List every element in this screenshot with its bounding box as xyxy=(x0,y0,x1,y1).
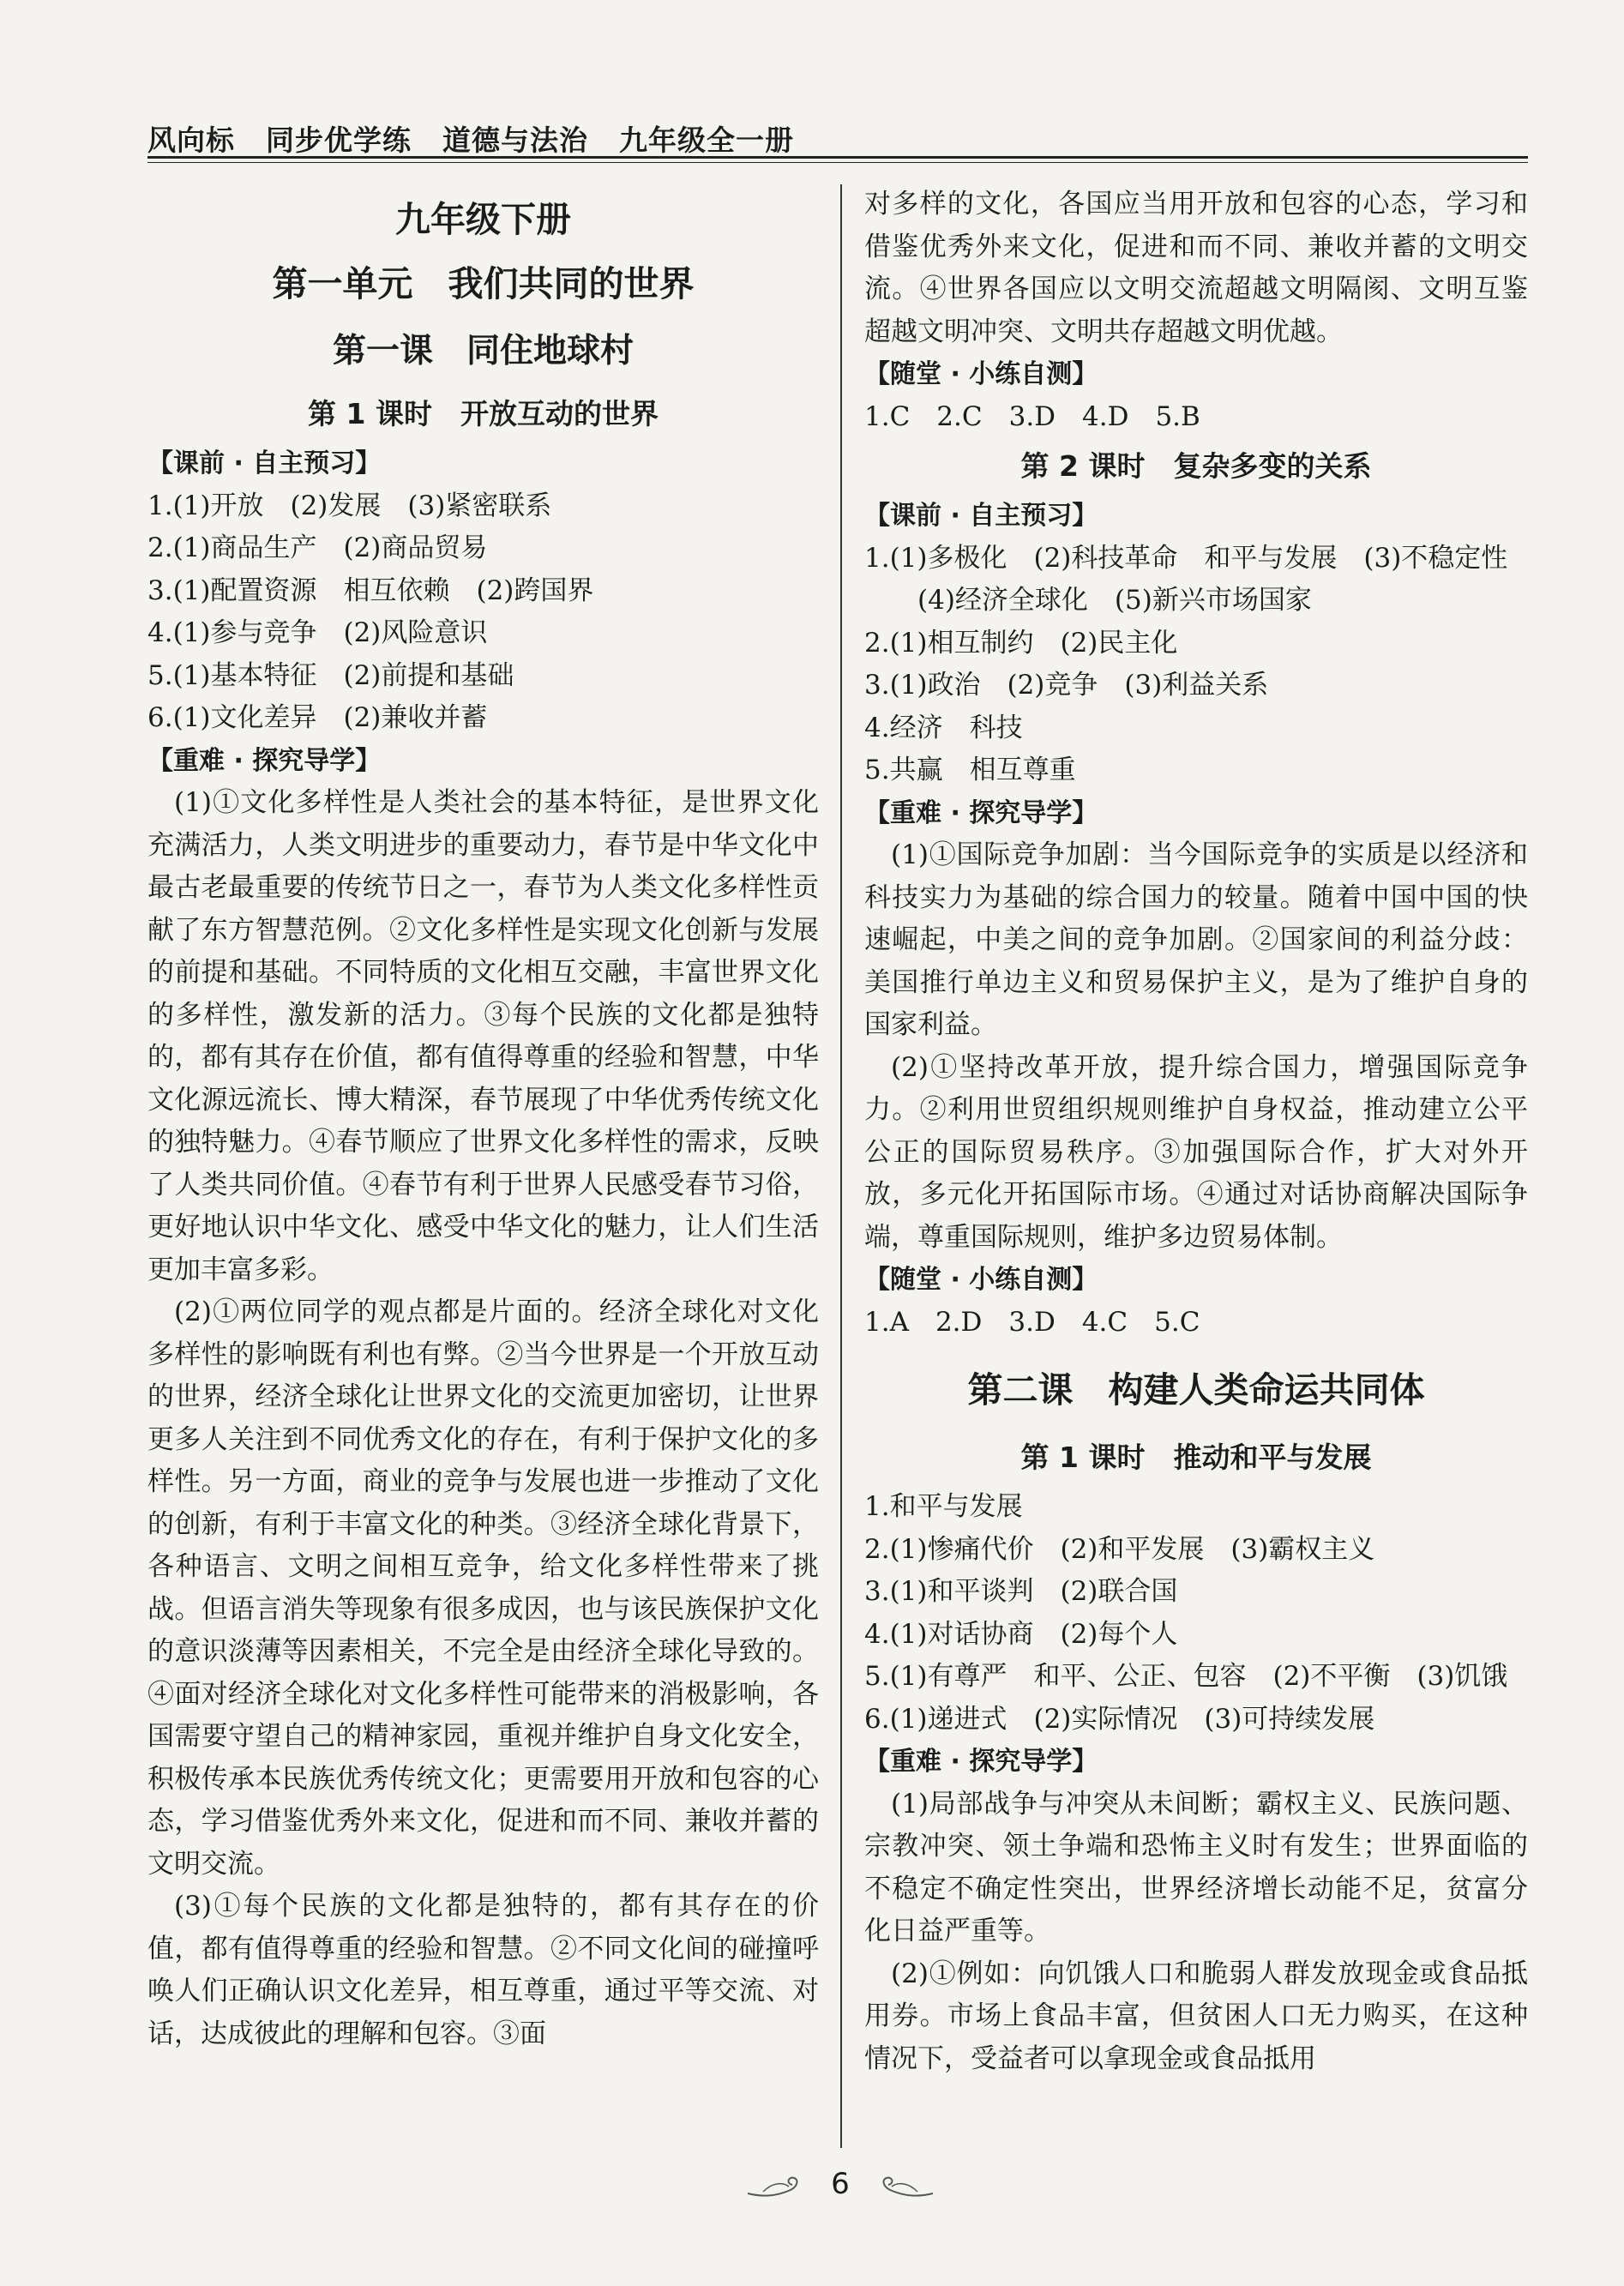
section-tag-explore: 【重难 · 探究导学】 xyxy=(147,745,382,776)
answer-paragraph: (1)①国际竞争加剧：当今国际竞争的实质是以经济和科技实力为基础的综合国力的较量。随着中国中国的快速崛起，中美之间的竞争加剧。②国家间的利益分歧：美国推行单边主义和贸易保护主义，是为了维护自身的国家利益。 xyxy=(864,839,1528,1040)
section-tag-preview: 【课前 · 自主预习】 xyxy=(147,448,382,478)
header-brand: 风向标 xyxy=(147,123,235,157)
answer-paragraph: (3)①每个民族的文化都是独特的，都有其存在的价值，都有值得尊重的经验和智慧。②不同文化间的碰撞呼唤人们正确认识文化差异，相互尊重，通过平等交流、对话，达成彼此的理解和包容。③面 xyxy=(147,1891,819,2049)
right-column xyxy=(864,183,1535,2080)
header-rule-thick xyxy=(147,156,1528,159)
volume-title: 九年级下册 xyxy=(395,199,571,240)
section-tag-preview: 【课前 · 自主预习】 xyxy=(864,501,1098,531)
period-title: 第 2 课时 复杂多变的关系 xyxy=(1020,449,1372,483)
answer-line: 2.(1)商品生产 (2)商品贸易 xyxy=(147,532,488,563)
quiz-answers: 1.C 2.C 3.D 4.D 5.B xyxy=(864,400,1200,432)
answer-line: 3.(1)配置资源 相互依赖 (2)跨国界 xyxy=(147,575,594,606)
period-title: 第 1 课时 推动和平与发展 xyxy=(1020,1441,1372,1474)
section-tag-quiz: 【随堂 · 小练自测】 xyxy=(864,1265,1098,1295)
answer-line: 1.和平与发展 xyxy=(864,1491,1023,1522)
answer-line: 2.(1)相互制约 (2)民主化 xyxy=(864,627,1178,659)
answer-paragraph: (2)①例如：向饥饿人口和脆弱人群发放现金或食品抵用券。市场上食品丰富，但贫困人口无力购买，在这种情况下，受益者可以拿现金或食品抵用 xyxy=(864,1958,1528,2074)
section-tag-explore: 【重难 · 探究导学】 xyxy=(864,1747,1098,1777)
answer-paragraph: (1)①文化多样性是人类社会的基本特征，是世界文化充满活力，人类文明进步的重要动力，春节是中华文化中最古老最重要的传统节日之一，春节为人类文化多样性贡献了东方智慧范例。②文化多样性是实现文化创新与发展的前提和基础。不同特质的文化相互交融，丰富世界文化的多样性，激发新的活力。③每个民族的文化都是独特的，都有其存在价值，都有值得尊重的经验和智慧，中华文化源远流长、博大精深，春节展现了中华优秀传统文化的独特魅力。④春节顺应了世界文化多样性的需求，反映了人类共同价值。④春节有利于世界人民感受春节习俗，更好地认识中华文化、感受中华文化的魅力，让人们生活更加丰富多彩。 xyxy=(147,787,819,1285)
section-tag-quiz: 【随堂 · 小练自测】 xyxy=(864,359,1098,389)
answer-line: 5.(1)基本特征 (2)前提和基础 xyxy=(147,659,514,691)
header-series: 同步优学练 xyxy=(266,123,412,157)
answer-line: 5.(1)有尊严 和平、公正、包容 (2)不平衡 (3)饥饿 xyxy=(864,1661,1508,1692)
page-number: 6 xyxy=(831,2167,850,2201)
header-subject: 道德与法治 xyxy=(442,123,588,157)
left-column xyxy=(147,183,819,2055)
answer-paragraph: (2)①两位同学的观点都是片面的。经济全球化对文化多样性的影响既有利也有弊。②当今世界是一个开放互动的世界，经济全球化让世界文化的交流更加密切，让世界更多人关注到不同优秀文化的存在，有利于保护文化的多样性。另一方面，商业的竞争与发展也进一步推动了文化的创新，有利于丰富文化的种类。③经济全球化背景下，各种语言、文明之间相互竞争，给文化多样性带来了挑战。但语言消失等现象有很多成因，也与该民族保护文化的意识淡薄等因素相关，不完全是由经济全球化导致的。④面对经济全球化对文化多样性可能带来的消极影响，各国需要守望自己的精神家园，重视并维护自身文化安全，积极传承本民族优秀传统文化；更需要用开放和包容的心态，学习借鉴优秀外来文化，促进和而不同、兼收并蓄的文明交流。 xyxy=(147,1296,819,1880)
answer-paragraph-continued: 对多样的文化，各国应当用开放和包容的心态，学习和借鉴优秀外来文化，促进和而不同、兼收并蓄的文明交流。④世界各国应以文明交流超越文明隔阂、文明互鉴超越文明冲突、文明共存超越文明优越。 xyxy=(864,189,1528,347)
lesson-title: 第二课 构建人类命运共同体 xyxy=(967,1369,1425,1411)
header-rule-thin xyxy=(147,162,1528,163)
quiz-answers: 1.A 2.D 3.D 4.C 5.C xyxy=(864,1306,1200,1338)
answer-line: 4.(1)参与竞争 (2)风险意识 xyxy=(147,617,488,648)
answer-line: 6.(1)文化差异 (2)兼收并蓄 xyxy=(147,702,488,733)
period-title: 第 1 课时 开放互动的世界 xyxy=(308,397,659,430)
answer-line: 3.(1)政治 (2)竞争 (3)利益关系 xyxy=(864,670,1269,701)
section-tag-explore: 【重难 · 探究导学】 xyxy=(864,797,1098,828)
column-divider xyxy=(840,184,842,2148)
page-footer xyxy=(746,2163,935,2205)
answer-line: 3.(1)和平谈判 (2)联合国 xyxy=(864,1576,1178,1607)
answer-line: 1.(1)多极化 (2)科技革命 和平与发展 (3)不稳定性 (4)经济全球化 (5)新兴市场国家 xyxy=(864,542,1535,616)
answer-line: 5.共赢 相互尊重 xyxy=(864,755,1076,785)
unit-title: 第一单元 我们共同的世界 xyxy=(272,263,695,304)
answer-paragraph: (1)局部战争与冲突从未间断；霸权主义、民族问题、宗教冲突、领土争端和恐怖主义时有发生；世界面临的不稳定不确定性突出，世界经济增长动能不足，贫富分化日益严重等。 xyxy=(864,1788,1528,1946)
answer-line: 4.经济 科技 xyxy=(864,712,1023,743)
answer-line: 1.(1)开放 (2)发展 (3)紧密联系 xyxy=(147,490,552,521)
right-ornament-icon xyxy=(866,2171,935,2200)
running-header xyxy=(147,118,1528,159)
answer-line: 4.(1)对话协商 (2)每个人 xyxy=(864,1618,1178,1650)
answer-line: 2.(1)惨痛代价 (2)和平发展 (3)霸权主义 xyxy=(864,1533,1375,1565)
header-grade: 九年级全一册 xyxy=(619,123,794,157)
lesson-title: 第一课 同住地球村 xyxy=(332,332,634,370)
answer-line: 6.(1)递进式 (2)实际情况 (3)可持续发展 xyxy=(864,1703,1375,1735)
answer-paragraph: (2)①坚持改革开放，提升综合国力，增强国际竞争力。②利用世贸组织规则维护自身权益，推动建立公平公正的国际贸易秩序。③加强国际合作，扩大对外开放，多元化开拓国际市场。④通过对话协商解决国际争端，尊重国际规则，维护多边贸易体制。 xyxy=(864,1051,1528,1253)
